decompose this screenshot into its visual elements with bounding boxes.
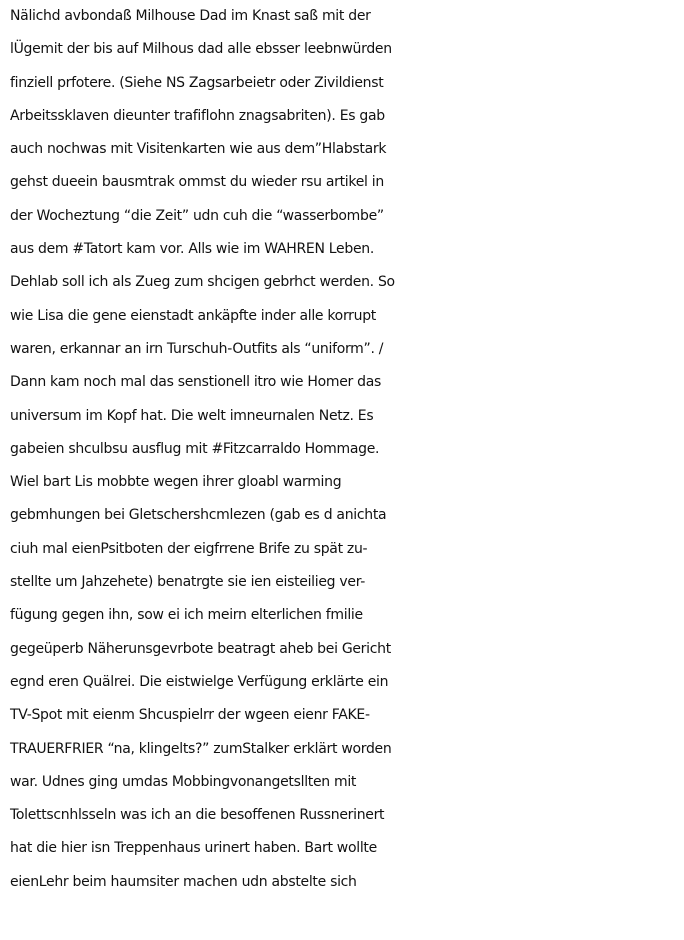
text-line-24: war. Udnes ging umdas Mobbingvonangetsllten mit xyxy=(10,773,357,790)
text-line-10: wie Lisa die gene eienstadt ankäpfte inder alle korrupt xyxy=(10,307,376,324)
text-line-6: gehst dueein bausmtrak ommst du wieder rsu artikel in xyxy=(10,174,384,191)
text-line-25: Tolettscnhlsseln was ich an die besoffenen Russnerinert xyxy=(10,807,385,824)
text-line-22: TV-Spot mit eienm Shcuspielrr der wgeen eienr FAKE- xyxy=(10,707,370,724)
body-text xyxy=(10,0,680,899)
text-line-15: Wiel bart Lis mobbte wegen ihrer gloabl warming xyxy=(10,474,342,491)
text-line-2: lÜgemit der bis auf Milhous dad alle ebsser leebnwürden xyxy=(10,41,392,58)
text-line-1: Nälichd avbondaß Milhouse Dad im Knast saß mit der xyxy=(10,8,371,24)
text-line-9: Dehlab soll ich als Zueg zum shcigen gebrhct werden. So xyxy=(10,274,395,291)
text-line-18: stellte um Jahzehete) benatrgte sie ien eisteilieg ver- xyxy=(10,574,366,591)
text-line-3: finziell prfotere. (Siehe NS Zagsarbeietr oder Zivildienst xyxy=(10,74,384,91)
text-line-26: hat die hier isn Treppenhaus urinert haben. Bart wollte xyxy=(10,840,377,857)
text-line-11: waren, erkannar an irn Turschuh-Outfits als “uniform”. / xyxy=(10,340,384,357)
text-line-14: gabeien shculbsu ausflug mit #Fitzcarraldo Hommage. xyxy=(10,440,380,457)
text-line-20: gegeüperb Näherunsgevrbote beatragt aheb bei Gericht xyxy=(10,640,391,657)
text-line-27: eienLehr beim haumsiter machen udn abstelte sich xyxy=(10,873,357,890)
text-line-13: universum im Kopf hat. Die welt imneurnalen Netz. Es xyxy=(10,407,374,424)
text-line-7: der Wocheztung “die Zeit” udn cuh die “wasserbombe” xyxy=(10,207,384,224)
text-line-5: auch nochwas mit Visitenkarten wie aus dem”Hlabstark xyxy=(10,141,387,158)
text-line-16: gebmhungen bei Gletschershcmlezen (gab es d anichta xyxy=(10,507,387,524)
text-line-23: TRAUERFRIER “na, klingelts?” zumStalker erklärt worden xyxy=(10,740,392,757)
text-line-21: egnd eren Quälrei. Die eistwielge Verfügung erklärte ein xyxy=(10,673,389,690)
text-line-12: Dann kam noch mal das senstionell itro wie Homer das xyxy=(10,374,382,391)
text-line-4: Arbeitssklaven dieunter trafiflohn znagsabriten). Es gab xyxy=(10,107,385,124)
text-line-17: ciuh mal eienPsitboten der eigfrrene Brife zu spät zu- xyxy=(10,540,368,557)
text-line-19: fügung gegen ihn, sow ei ich meirn elterlichen fmilie xyxy=(10,607,363,624)
text-line-8: aus dem #Tatort kam vor. Alls wie im WAHREN Leben. xyxy=(10,241,374,258)
